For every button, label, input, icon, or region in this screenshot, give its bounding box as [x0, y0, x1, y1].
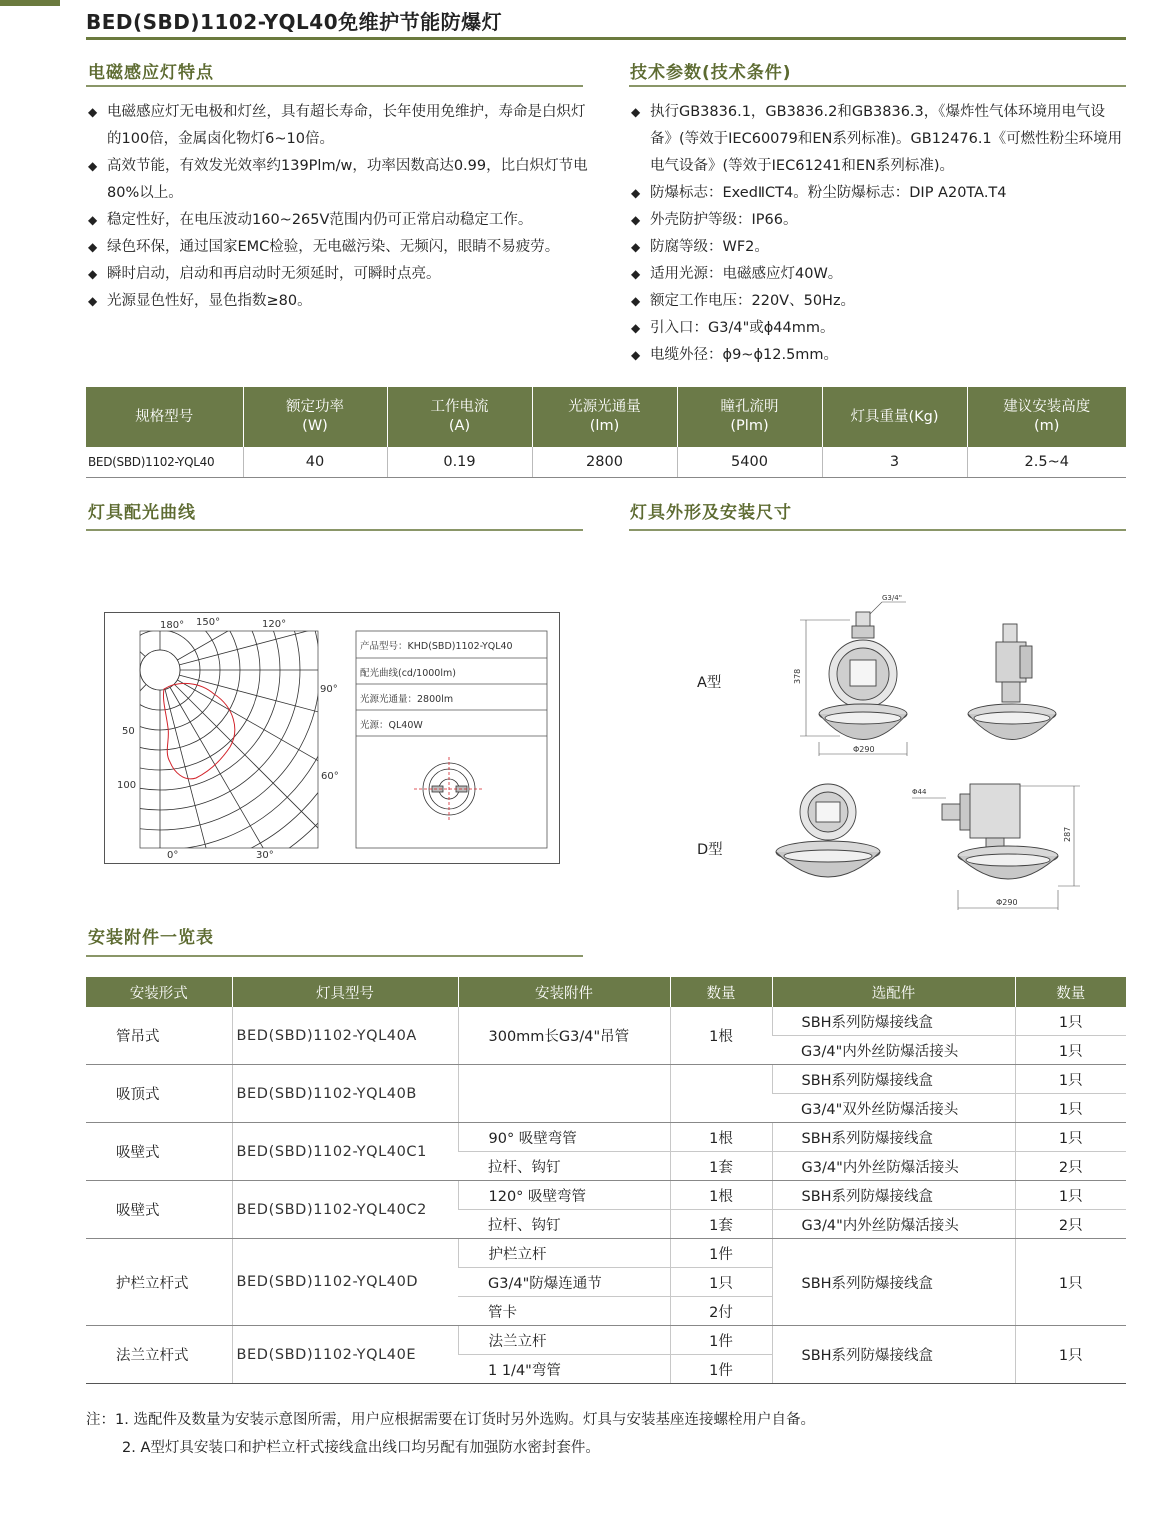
features-list [88, 99, 588, 315]
acc-option: SBH系列防爆接线盒 [772, 1065, 1015, 1094]
info-source: 光源：QL40W [360, 720, 423, 731]
acc-fitting: 护栏立杆 [458, 1239, 670, 1268]
acc-form: 吸壁式 [86, 1123, 232, 1181]
acc-fitting-qty: 1件 [670, 1326, 772, 1355]
acc-option-qty: 1只 [1015, 1123, 1126, 1152]
acc-row [86, 1065, 1126, 1094]
angle-0-label: 0° [167, 850, 179, 861]
spec-header-row [86, 387, 1126, 447]
tech-item: ◆ 外壳防护等级：IP66。 [631, 207, 1126, 234]
tech-heading: 技术参数(技术条件) [630, 63, 792, 83]
acc-fitting: 1 1/4"弯管 [458, 1355, 670, 1384]
acc-fitting: 120° 吸壁弯管 [458, 1181, 670, 1210]
accessories-rule [86, 955, 583, 957]
feature-item: ◆ 高效节能，有效发光效率约139Plm/w，功率因数高达0.99，比白炽灯节电80%以上。 [88, 153, 588, 207]
acc-form: 法兰立杆式 [86, 1326, 232, 1384]
type-d-label: D型 [697, 842, 723, 858]
acc-header: 数量 [1015, 977, 1126, 1007]
tech-item: ◆ 防爆标志：ExedⅡCT4。粉尘防爆标志：DIP A20TA.T4 [631, 180, 1126, 207]
acc-model: BED(SBD)1102-YQL40E [232, 1326, 458, 1384]
spec-cell: BED(SBD)1102-YQL40 [86, 447, 243, 478]
spec-cell: 5400 [677, 447, 822, 478]
acc-model: BED(SBD)1102-YQL40B [232, 1065, 458, 1123]
acc-row [86, 1007, 1126, 1036]
type-a-label: A型 [697, 675, 722, 691]
feature-item: ◆ 电磁感应灯无电极和灯丝，具有超长寿命，长年使用免维护，寿命是白炽灯的100倍，金属卤化物灯6~10倍。 [88, 99, 588, 153]
acc-fitting-qty: 1根 [670, 1181, 772, 1210]
title-rule [86, 37, 1126, 40]
acc-option-qty: 1只 [1015, 1181, 1126, 1210]
acc-fitting: 90° 吸壁弯管 [458, 1123, 670, 1152]
feature-item: ◆ 光源显色性好，显色指数≥80。 [88, 288, 588, 315]
spec-cell: 40 [243, 447, 387, 478]
acc-fitting-qty: 1套 [670, 1152, 772, 1181]
acc-option-qty: 2只 [1015, 1152, 1126, 1181]
tech-item: ◆ 适用光源：电磁感应灯40W。 [631, 261, 1126, 288]
acc-fitting: 拉杆、钩钉 [458, 1210, 670, 1239]
acc-fitting: 法兰立杆 [458, 1326, 670, 1355]
acc-header: 安装形式 [86, 977, 232, 1007]
info-model: 产品型号：KHD(SBD)1102-YQL40 [360, 641, 513, 652]
radial-100-label: 100 [117, 780, 137, 791]
acc-fitting: 拉杆、钩钉 [458, 1152, 670, 1181]
acc-model: BED(SBD)1102-YQL40D [232, 1239, 458, 1326]
spec-header: 光源光通量 (lm) [532, 387, 677, 447]
page-title: BED(SBD)1102-YQL40免维护节能防爆灯 [86, 10, 503, 34]
acc-fitting-qty: 1只 [670, 1268, 772, 1297]
accessories-table [86, 977, 1126, 1384]
acc-model: BED(SBD)1102-YQL40C1 [232, 1123, 458, 1181]
acc-header: 安装附件 [458, 977, 670, 1007]
acc-option: G3/4"内外丝防爆活接头 [772, 1210, 1015, 1239]
feature-item: ◆ 绿色环保，通过国家EMC检验，无电磁污染、无频闪，眼睛不易疲劳。 [88, 234, 588, 261]
diameter-290-a-label: Φ290 [853, 745, 875, 754]
height-378-label: 378 [793, 668, 802, 684]
note-2: 2. A型灯具安装口和护栏立杆式接线盒出线口均另配有加强防水密封套件。 [122, 1440, 600, 1456]
acc-option: SBH系列防爆接线盒 [772, 1239, 1015, 1326]
feature-item: ◆ 瞬时启动，启动和再启动时无须延时，可瞬时点亮。 [88, 261, 588, 288]
acc-option: SBH系列防爆接线盒 [772, 1181, 1015, 1210]
light-curve-rule [86, 529, 583, 531]
corner-tab [0, 0, 60, 6]
info-curve-unit: 配光曲线(cd/1000lm) [360, 668, 456, 679]
acc-fitting: G3/4"防爆连通节 [458, 1268, 670, 1297]
type-a-side-drawing [968, 624, 1056, 740]
features-rule [86, 85, 583, 87]
spec-header: 规格型号 [86, 387, 243, 447]
acc-fitting-qty: 1件 [670, 1239, 772, 1268]
spec-header: 灯具重量(Kg) [822, 387, 967, 447]
acc-header: 灯具型号 [232, 977, 458, 1007]
tech-item: ◆ 额定工作电压：220V、50Hz。 [631, 288, 1126, 315]
accessories-heading: 安装附件一览表 [88, 928, 214, 948]
notes [86, 1406, 815, 1462]
acc-row [86, 1239, 1126, 1268]
angle-150-label: 150° [196, 617, 221, 628]
dimensions-heading: 灯具外形及安装尺寸 [630, 503, 792, 523]
acc-option-qty: 1只 [1015, 1326, 1126, 1384]
diameter-290-d-label: Φ290 [996, 898, 1018, 907]
height-287-label: 287 [1063, 826, 1072, 842]
acc-fitting [458, 1065, 670, 1123]
acc-form: 吸顶式 [86, 1065, 232, 1123]
spec-data-row [86, 447, 1126, 478]
spec-cell: 0.19 [387, 447, 532, 478]
spec-header: 建议安装高度 (m) [967, 387, 1126, 447]
acc-row [86, 1326, 1126, 1355]
acc-row [86, 1181, 1126, 1210]
spec-table [86, 387, 1126, 478]
acc-fitting: 管卡 [458, 1297, 670, 1326]
note-1: 注：1. 选配件及数量为安装示意图所需，用户应根据需要在订货时另外选购。灯具与安装基座连接螺栓用户自备。 [86, 1412, 815, 1428]
acc-option: SBH系列防爆接线盒 [772, 1123, 1015, 1152]
tech-rule [629, 85, 1126, 87]
feature-item: ◆ 稳定性好，在电压波动160~265V范围内仍可正常启动稳定工作。 [88, 207, 588, 234]
acc-option: G3/4"内外丝防爆活接头 [772, 1036, 1015, 1065]
type-d-side-drawing [942, 784, 1058, 879]
info-flux: 光源光通量：2800lm [360, 694, 454, 705]
acc-fitting-qty: 1套 [670, 1210, 772, 1239]
angle-180-label: 180° [160, 620, 185, 631]
info-box [356, 631, 547, 848]
acc-option-qty: 2只 [1015, 1210, 1126, 1239]
acc-header-row [86, 977, 1126, 1007]
type-d-front-drawing [776, 784, 880, 877]
acc-row [86, 1123, 1126, 1152]
angle-60-label: 60° [321, 771, 339, 782]
acc-fitting-qty: 2付 [670, 1297, 772, 1326]
acc-model: BED(SBD)1102-YQL40A [232, 1007, 458, 1065]
light-curve-heading: 灯具配光曲线 [88, 503, 196, 523]
thread-g34-label: G3/4" [882, 594, 902, 602]
phi-44-label: Φ44 [912, 788, 927, 796]
spec-cell: 2800 [532, 447, 677, 478]
spec-header: 瞳孔流明 (Plm) [677, 387, 822, 447]
features-heading: 电磁感应灯特点 [88, 63, 214, 83]
acc-header: 选配件 [772, 977, 1015, 1007]
tech-list [631, 99, 1126, 369]
lamp-dimension-drawings [770, 590, 1100, 915]
type-a-front-drawing [819, 612, 907, 740]
acc-form: 护栏立杆式 [86, 1239, 232, 1326]
spec-header: 额定功率 (W) [243, 387, 387, 447]
radial-50-label: 50 [122, 726, 135, 737]
tech-item: ◆ 电缆外径：ϕ9~ϕ12.5mm。 [631, 342, 1126, 369]
acc-option-qty: 1只 [1015, 1036, 1126, 1065]
spec-cell: 2.5~4 [967, 447, 1126, 478]
angle-90-label: 90° [320, 684, 338, 695]
acc-option: SBH系列防爆接线盒 [772, 1326, 1015, 1384]
acc-option-qty: 1只 [1015, 1007, 1126, 1036]
acc-fitting-qty: 1件 [670, 1355, 772, 1384]
tech-item: ◆ 引入口：G3/4"或ϕ44mm。 [631, 315, 1126, 342]
light-distribution-diagram [104, 612, 560, 864]
acc-header: 数量 [670, 977, 772, 1007]
spec-header: 工作电流 (A) [387, 387, 532, 447]
note-prefix: 注： [86, 1412, 115, 1428]
acc-option: G3/4"双外丝防爆活接头 [772, 1094, 1015, 1123]
tech-item: ◆ 执行GB3836.1，GB3836.2和GB3836.3，《爆炸性气体环境用电气设备》(等效于IEC60079和EN系列标准)。GB12476.1《可燃性粉尘环境用电气设备》(等效于IEC61241和EN系列标准)。 [631, 99, 1126, 180]
acc-model: BED(SBD)1102-YQL40C2 [232, 1181, 458, 1239]
angle-120-label: 120° [262, 619, 287, 630]
spec-cell: 3 [822, 447, 967, 478]
acc-fitting-qty: 1根 [670, 1123, 772, 1152]
acc-fitting: 300mm长G3/4"吊管 [458, 1007, 670, 1065]
acc-form: 管吊式 [86, 1007, 232, 1065]
acc-fitting-qty [670, 1065, 772, 1123]
acc-option: G3/4"内外丝防爆活接头 [772, 1152, 1015, 1181]
angle-30-label: 30° [256, 850, 274, 861]
acc-option-qty: 1只 [1015, 1239, 1126, 1326]
acc-fitting-qty: 1根 [670, 1007, 772, 1065]
acc-option: SBH系列防爆接线盒 [772, 1007, 1015, 1036]
acc-option-qty: 1只 [1015, 1094, 1126, 1123]
acc-option-qty: 1只 [1015, 1065, 1126, 1094]
tech-item: ◆ 防腐等级：WF2。 [631, 234, 1126, 261]
acc-form: 吸壁式 [86, 1181, 232, 1239]
dimensions-rule [629, 529, 1126, 531]
